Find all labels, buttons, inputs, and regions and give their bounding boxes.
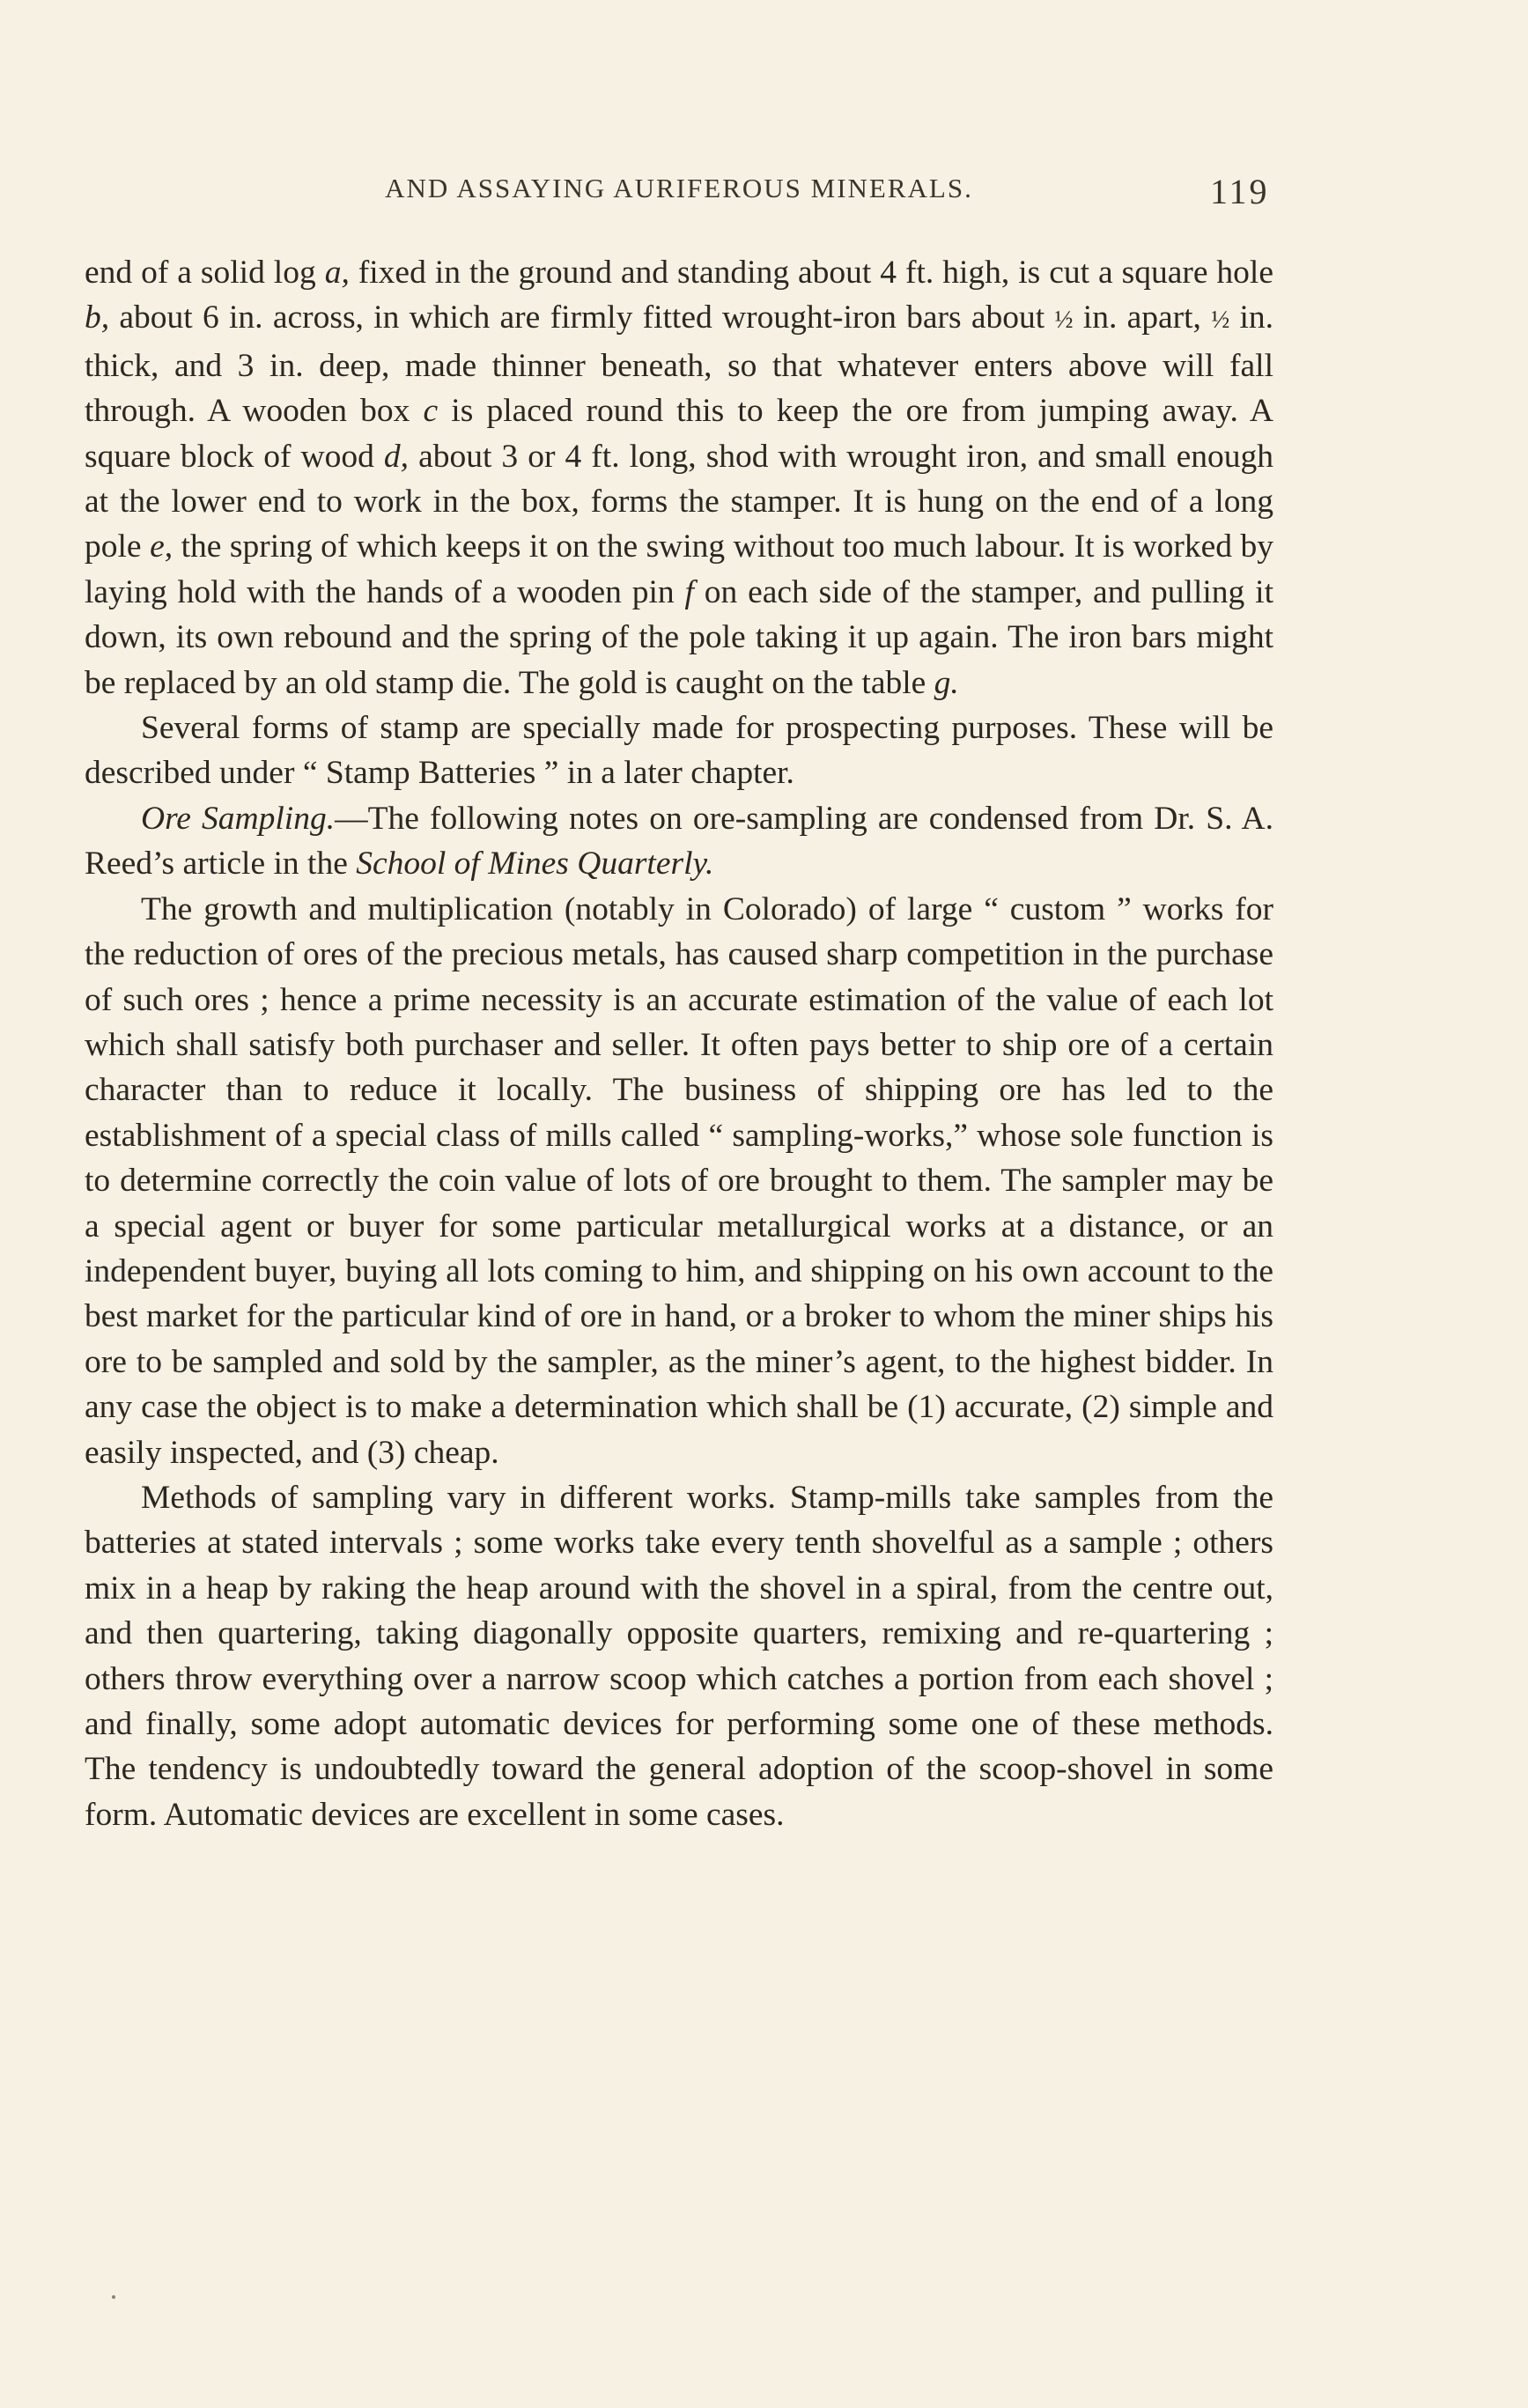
figure-letter-b: b, <box>85 299 110 336</box>
text-run: in. thick, and 3 in. deep, made thinner beneath, so that whatever enters above will fall through. A wooden box <box>85 299 1274 430</box>
paragraph-prospecting-stamps: Several forms of stamp are specially made for prospecting purposes. These will be described under “ Stamp Batteries ” in a later chapter. <box>85 710 1273 792</box>
figure-letter-f: f <box>684 573 694 610</box>
text-run: end of a solid log <box>85 255 325 291</box>
figure-letter-a: a, <box>324 255 350 291</box>
running-head: AND ASSAYING AURIFEROUS MINERALS. <box>385 173 973 203</box>
figure-letter-d: d, <box>383 438 410 475</box>
page-number: 119 <box>1210 172 1270 211</box>
paragraph-ore-sampling <box>85 796 1273 887</box>
text-run: on each side of the stamper, and pulling it down, its own rebound and the spring of the pole taking it up again. The iron bars might be replaced by an old stamp die. The gold is caught on the table <box>85 573 1273 701</box>
text-run: the spring of which keeps it on the swing without too much labour. It is worked by laying hold with the hands of a wooden pin <box>85 528 1273 610</box>
section-heading-ore-sampling: Ore Sampling. <box>141 800 336 837</box>
text-run: is placed round this to keep the ore from jumping away. A square block of wood <box>85 393 1273 475</box>
text-run: —The following notes on ore-sampling are condensed from Dr. S. A. Reed’s article in the <box>85 800 1273 883</box>
text-run: fixed in the ground and standing about 4 ft. high, is cut a square hole <box>349 255 1273 291</box>
paper-speck <box>112 2295 115 2299</box>
paragraph-stamp-description <box>85 250 1273 705</box>
paragraph-custom-works: The growth and multiplication (notably in Colorado) of large “ custom ” works for the reduction of ores of the precious metals, has caused sharp competition in the purchase of such ores ; hence a prime necessity is an accurate estimation of the value of each lot which shall satisfy both purchaser and seller. It often pays better to ship ore of a certain character than to reduce it locally. The business of shipping ore has led to the establishment of a special class of mills called “ sampling-works,” whose sole function is to determine correctly the coin value of lots of ore brought to them. The sampler may be a special agent or buyer for some particular metallurgical works at a distance, or an independent buyer, buying all lots coming to him, and shipping on his own account to the best market for the particular kind of ore in hand, or a broker to whom the miner ships his ore to be sampled and sold by the sampler, as the miner’s agent, to the highest bidder. In any case the object is to make a determination which shall be (1) accurate, (2) simple and easily inspected, and (3) cheap. <box>85 890 1273 1471</box>
figure-letter-e: e, <box>150 528 173 565</box>
figure-letter-g: g. <box>934 664 959 701</box>
journal-title: School of Mines Quarterly. <box>356 846 714 883</box>
text-run: in. apart, <box>1073 299 1212 336</box>
text-run: about 3 or 4 ft. long, shod with wrought iron, and small enough at the lower end to work in the box, forms the stamper. It is hung on the end of a long pole <box>85 438 1273 565</box>
body-text <box>85 250 1273 1837</box>
text-run: about 6 in. across, in which are firmly fitted wrought-iron bars about <box>109 299 1055 336</box>
paragraph-sampling-methods: Methods of sampling vary in different works. Stamp-mills take samples from the batteries at stated intervals ; some works take every tenth shovelful as a sample ; others mix in a heap by raking the heap around with the shovel in a spiral, from the centre out, and then quartering, taking diagonally opposite quarters, remixing and re-quartering ; others throw everything over a narrow scoop which catches a portion from each shovel ; and finally, some adopt automatic devices for performing some one of these methods. The tendency is undoubtedly toward the general adoption of the scoop-shovel in some form. Automatic devices are excellent in some cases. <box>85 1479 1273 1833</box>
figure-letter-c: c <box>423 393 439 430</box>
fraction-half: ½ <box>1054 307 1074 335</box>
fraction-half: ½ <box>1211 307 1230 335</box>
